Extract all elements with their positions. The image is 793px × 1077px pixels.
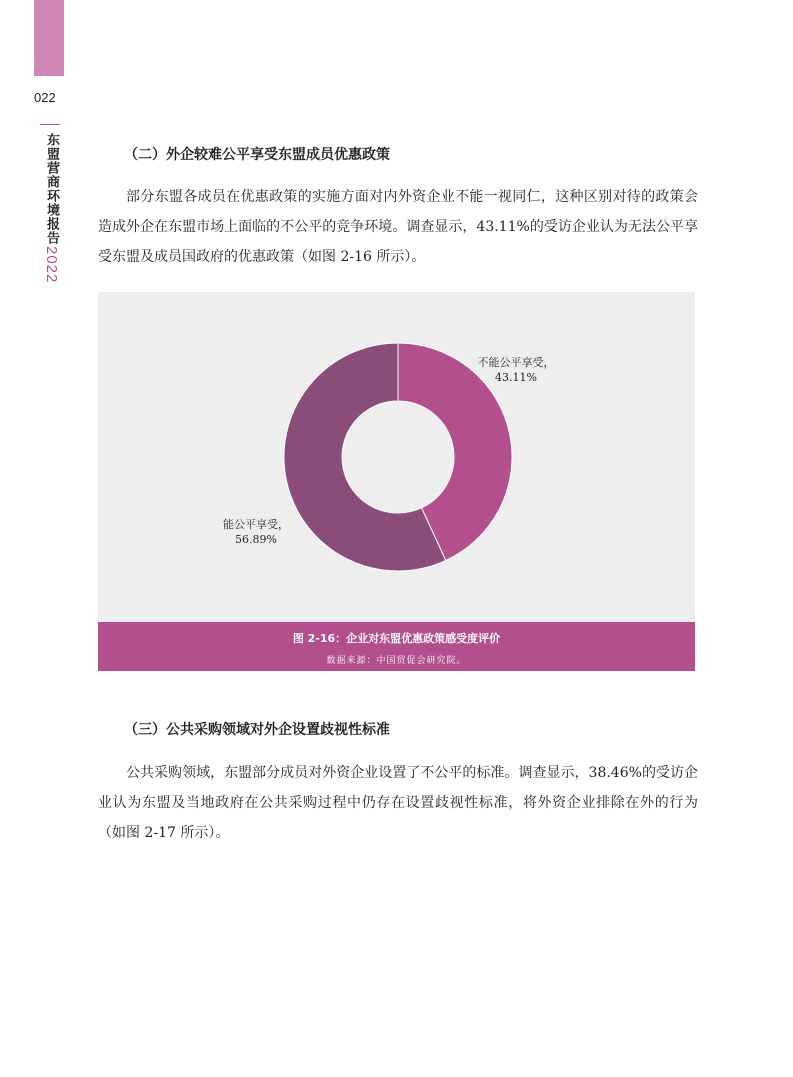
- slice-label-2: 能公平享受，: [223, 518, 289, 531]
- running-title: 东盟营商环境报告: [44, 133, 59, 245]
- donut-chart: [98, 292, 695, 622]
- top-color-tab: [34, 0, 64, 76]
- section-heading-2: （二）外企较难公平享受东盟成员优惠政策: [124, 147, 390, 163]
- figure-source: 数据来源：中国贸促会研究院。: [326, 656, 467, 666]
- figure-caption: 图 2-16：企业对东盟优惠政策感受度评价: [292, 632, 501, 645]
- section-paragraph-3: 公共采购领域，东盟部分成员对外资企业设置了不公平的标准。调查显示，38.46%的受访企业认为东盟及当地政府在公共采购过程中仍存在设置歧视性标准，将外资企业排除在外的行为（如图 2-17 所示）。: [98, 765, 698, 841]
- page-number: 022: [34, 90, 56, 105]
- slice-value-1: 43.11%: [495, 371, 537, 384]
- slice-label-1: 不能公平享受，: [477, 356, 555, 369]
- side-divider: [40, 124, 60, 125]
- figure-caption-bar: [98, 622, 695, 671]
- running-year: 2022: [43, 246, 60, 284]
- chart-area: [98, 292, 695, 622]
- slice-value-2: 56.89%: [235, 533, 277, 546]
- section-heading-3: （三）公共采购领域对外企设置歧视性标准: [124, 722, 390, 738]
- section-paragraph-2: 部分东盟各成员在优惠政策的实施方面对内外资企业不能一视同仁，这种区别对待的政策会造成外企在东盟市场上面临的不公平的竞争环境。调查显示，43.11%的受访企业认为无法公平享受东盟及成员国政府的优惠政策（如图 2-16 所示）。: [98, 189, 698, 265]
